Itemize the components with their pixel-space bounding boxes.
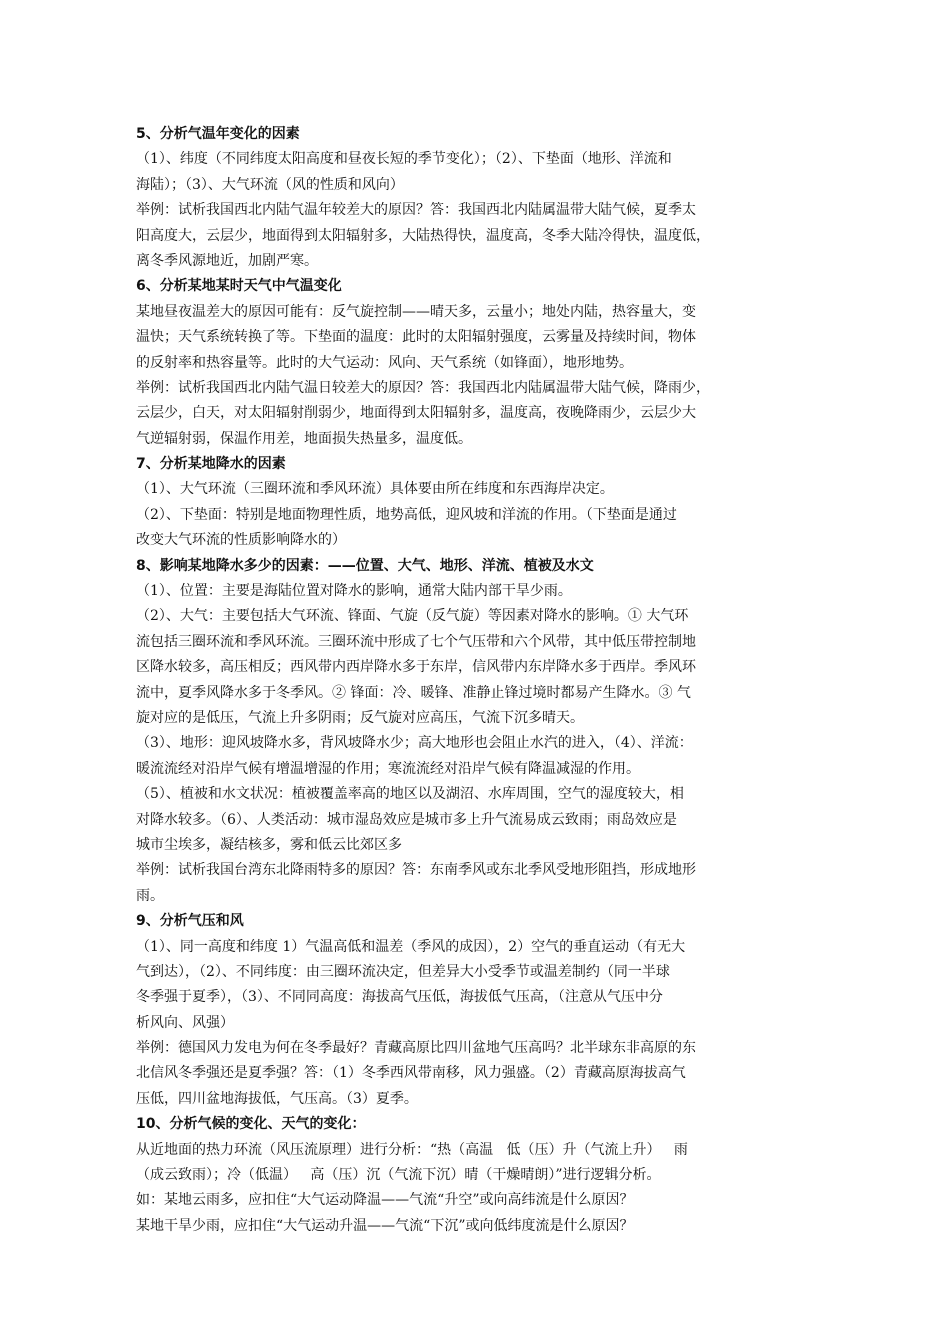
- text-line: 气逆辐射弱，保温作用差，地面损失热量多，温度低。: [136, 430, 472, 447]
- section-heading: 10、分析气候的变化、天气的变化：: [136, 1116, 366, 1133]
- section-heading: 7、分析某地降水的因素: [136, 456, 286, 473]
- text-line: 旋对应的是低压，气流上升多阴雨；反气旋对应高压，气流下沉多晴天。: [136, 709, 584, 726]
- text-line: 举例：试析我国西北内陆气温年较差大的原因？答：我国西北内陆属温带大陆气候，夏季太: [136, 202, 696, 219]
- text-line: （1）、同一高度和纬度 1）气温高低和温差（季风的成因），2）空气的垂直运动（有无大: [136, 938, 686, 955]
- text-line: 压低，四川盆地海拔低，气压高。（3）夏季。: [136, 1090, 418, 1107]
- text-line: 北信风冬季强还是夏季强？答：（1）冬季西风带南移，风力强盛。（2）青藏高原海拔高气: [136, 1065, 686, 1082]
- text-line: 气到达），（2）、不同纬度：由三圈环流决定，但差异大小受季节或温差制约（同一半球: [136, 963, 670, 980]
- text-line: 雨。: [136, 887, 164, 904]
- section-heading: 8、影响某地降水多少的因素：——位置、大气、地形、洋流、植被及水文: [136, 557, 594, 574]
- text-line: 如：某地云雨多，应扣住“大气运动降温——气流“升空”或向高纬流是什么原因？: [136, 1192, 634, 1209]
- text-line: 城市尘埃多，凝结核多，雾和低云比郊区多: [136, 836, 402, 853]
- text-line: 区降水较多，高压相反；西风带内西岸降水多于东岸，信风带内东岸降水多于西岸。季风环: [136, 659, 696, 676]
- section-heading: 5、分析气温年变化的因素: [136, 126, 300, 142]
- text-line: 某地昼夜温差大的原因可能有：反气旋控制——晴天多，云量小；地处内陆，热容量大，变: [136, 303, 696, 320]
- text-line: 举例：德国风力发电为何在冬季最好？青藏高原比四川盆地气压高吗？北半球东非高原的东: [136, 1040, 696, 1057]
- text-line: 暖流流经对沿岸气候有增温增湿的作用；寒流流经对沿岸气候有降温减湿的作用。: [136, 760, 640, 777]
- section-heading: 9、分析气压和风: [136, 913, 244, 930]
- text-line: 冬季强于夏季），（3）、不同同高度：海拔高气压低，海拔低气压高，（注意从气压中分: [136, 989, 663, 1006]
- text-line: 离冬季风源地近，加剧严寒。: [136, 252, 318, 269]
- text-line: （1）、纬度（不同纬度太阳高度和昼夜长短的季节变化）；（2）、下垫面（地形、洋流和: [136, 151, 672, 168]
- text-line: （1）、大气环流（三圈环流和季风环流）具体要由所在纬度和东西海岸决定。: [136, 481, 614, 498]
- text-line: 流包括三圈环流和季风环流。三圈环流中形成了七个气压带和六个风带，其中低压带控制地: [136, 633, 696, 650]
- text-line: （成云致雨）；冷（低温） 高（压）沉（气流下沉）晴（干燥晴朗）”进行逻辑分析。: [136, 1167, 661, 1184]
- text-line: 举例：试析我国台湾东北降雨特多的原因？答：东南季风或东北季风受地形阻挡，形成地形: [136, 862, 696, 879]
- text-line: 温快；天气系统转换了等。下垫面的温度：此时的太阳辐射强度，云雾量及持续时间，物体: [136, 329, 696, 346]
- text-line: （3）、地形：迎风坡降水多，背风坡降水少；高大地形也会阻止水汽的进入，（4）、洋流：: [136, 735, 693, 752]
- text-line: 析风向、风强）: [136, 1014, 234, 1031]
- document-body: [136, 122, 816, 1239]
- text-line: （1）、位置：主要是海陆位置对降水的影响，通常大陆内部干旱少雨。: [136, 583, 572, 600]
- text-line: 云层少，白天，对太阳辐射削弱少，地面得到太阳辐射多，温度高，夜晚降雨少，云层少大: [136, 405, 696, 422]
- text-line: 对降水较多。（6）、人类活动：城市湿岛效应是城市多上升气流易成云致雨；雨岛效应是: [136, 811, 677, 828]
- text-line: 举例：试析我国西北内陆气温日较差大的原因？答：我国西北内陆属温带大陆气候，降雨少，: [136, 379, 710, 396]
- section-heading: 6、分析某地某时天气中气温变化: [136, 278, 342, 295]
- text-line: （2）、下垫面：特别是地面物理性质，地势高低，迎风坡和洋流的作用。（下垫面是通过: [136, 506, 677, 523]
- text-line: 从近地面的热力环流（风压流原理）进行分析：“热（高温 低（压）升（气流上升） 雨: [136, 1141, 688, 1158]
- text-line: 海陆）；（3）、大气环流（风的性质和风向）: [136, 176, 404, 193]
- text-line: 阳高度大，云层少，地面得到太阳辐射多，大陆热得快，温度高，冬季大陆冷得快，温度低，: [136, 227, 710, 244]
- text-line: （5）、植被和水文状况：植被覆盖率高的地区以及湖沼、水库周围，空气的湿度较大，相: [136, 786, 684, 803]
- text-line: 流中，夏季风降水多于冬季风。② 锋面：冷、暖锋、准静止锋过境时都易产生降水。③ 气: [136, 684, 691, 701]
- text-line: （2）、大气：主要包括大气环流、锋面、气旋（反气旋）等因素对降水的影响。① 大气环: [136, 608, 689, 625]
- text-line: 的反射率和热容量等。此时的大气运动：风向、天气系统（如锋面），地形地势。: [136, 354, 633, 371]
- text-line: 某地干旱少雨，应扣住“大气运动升温——气流“下沉”或向低纬度流是什么原因？: [136, 1217, 634, 1234]
- text-line: 改变大气环流的性质影响降水的）: [136, 532, 346, 549]
